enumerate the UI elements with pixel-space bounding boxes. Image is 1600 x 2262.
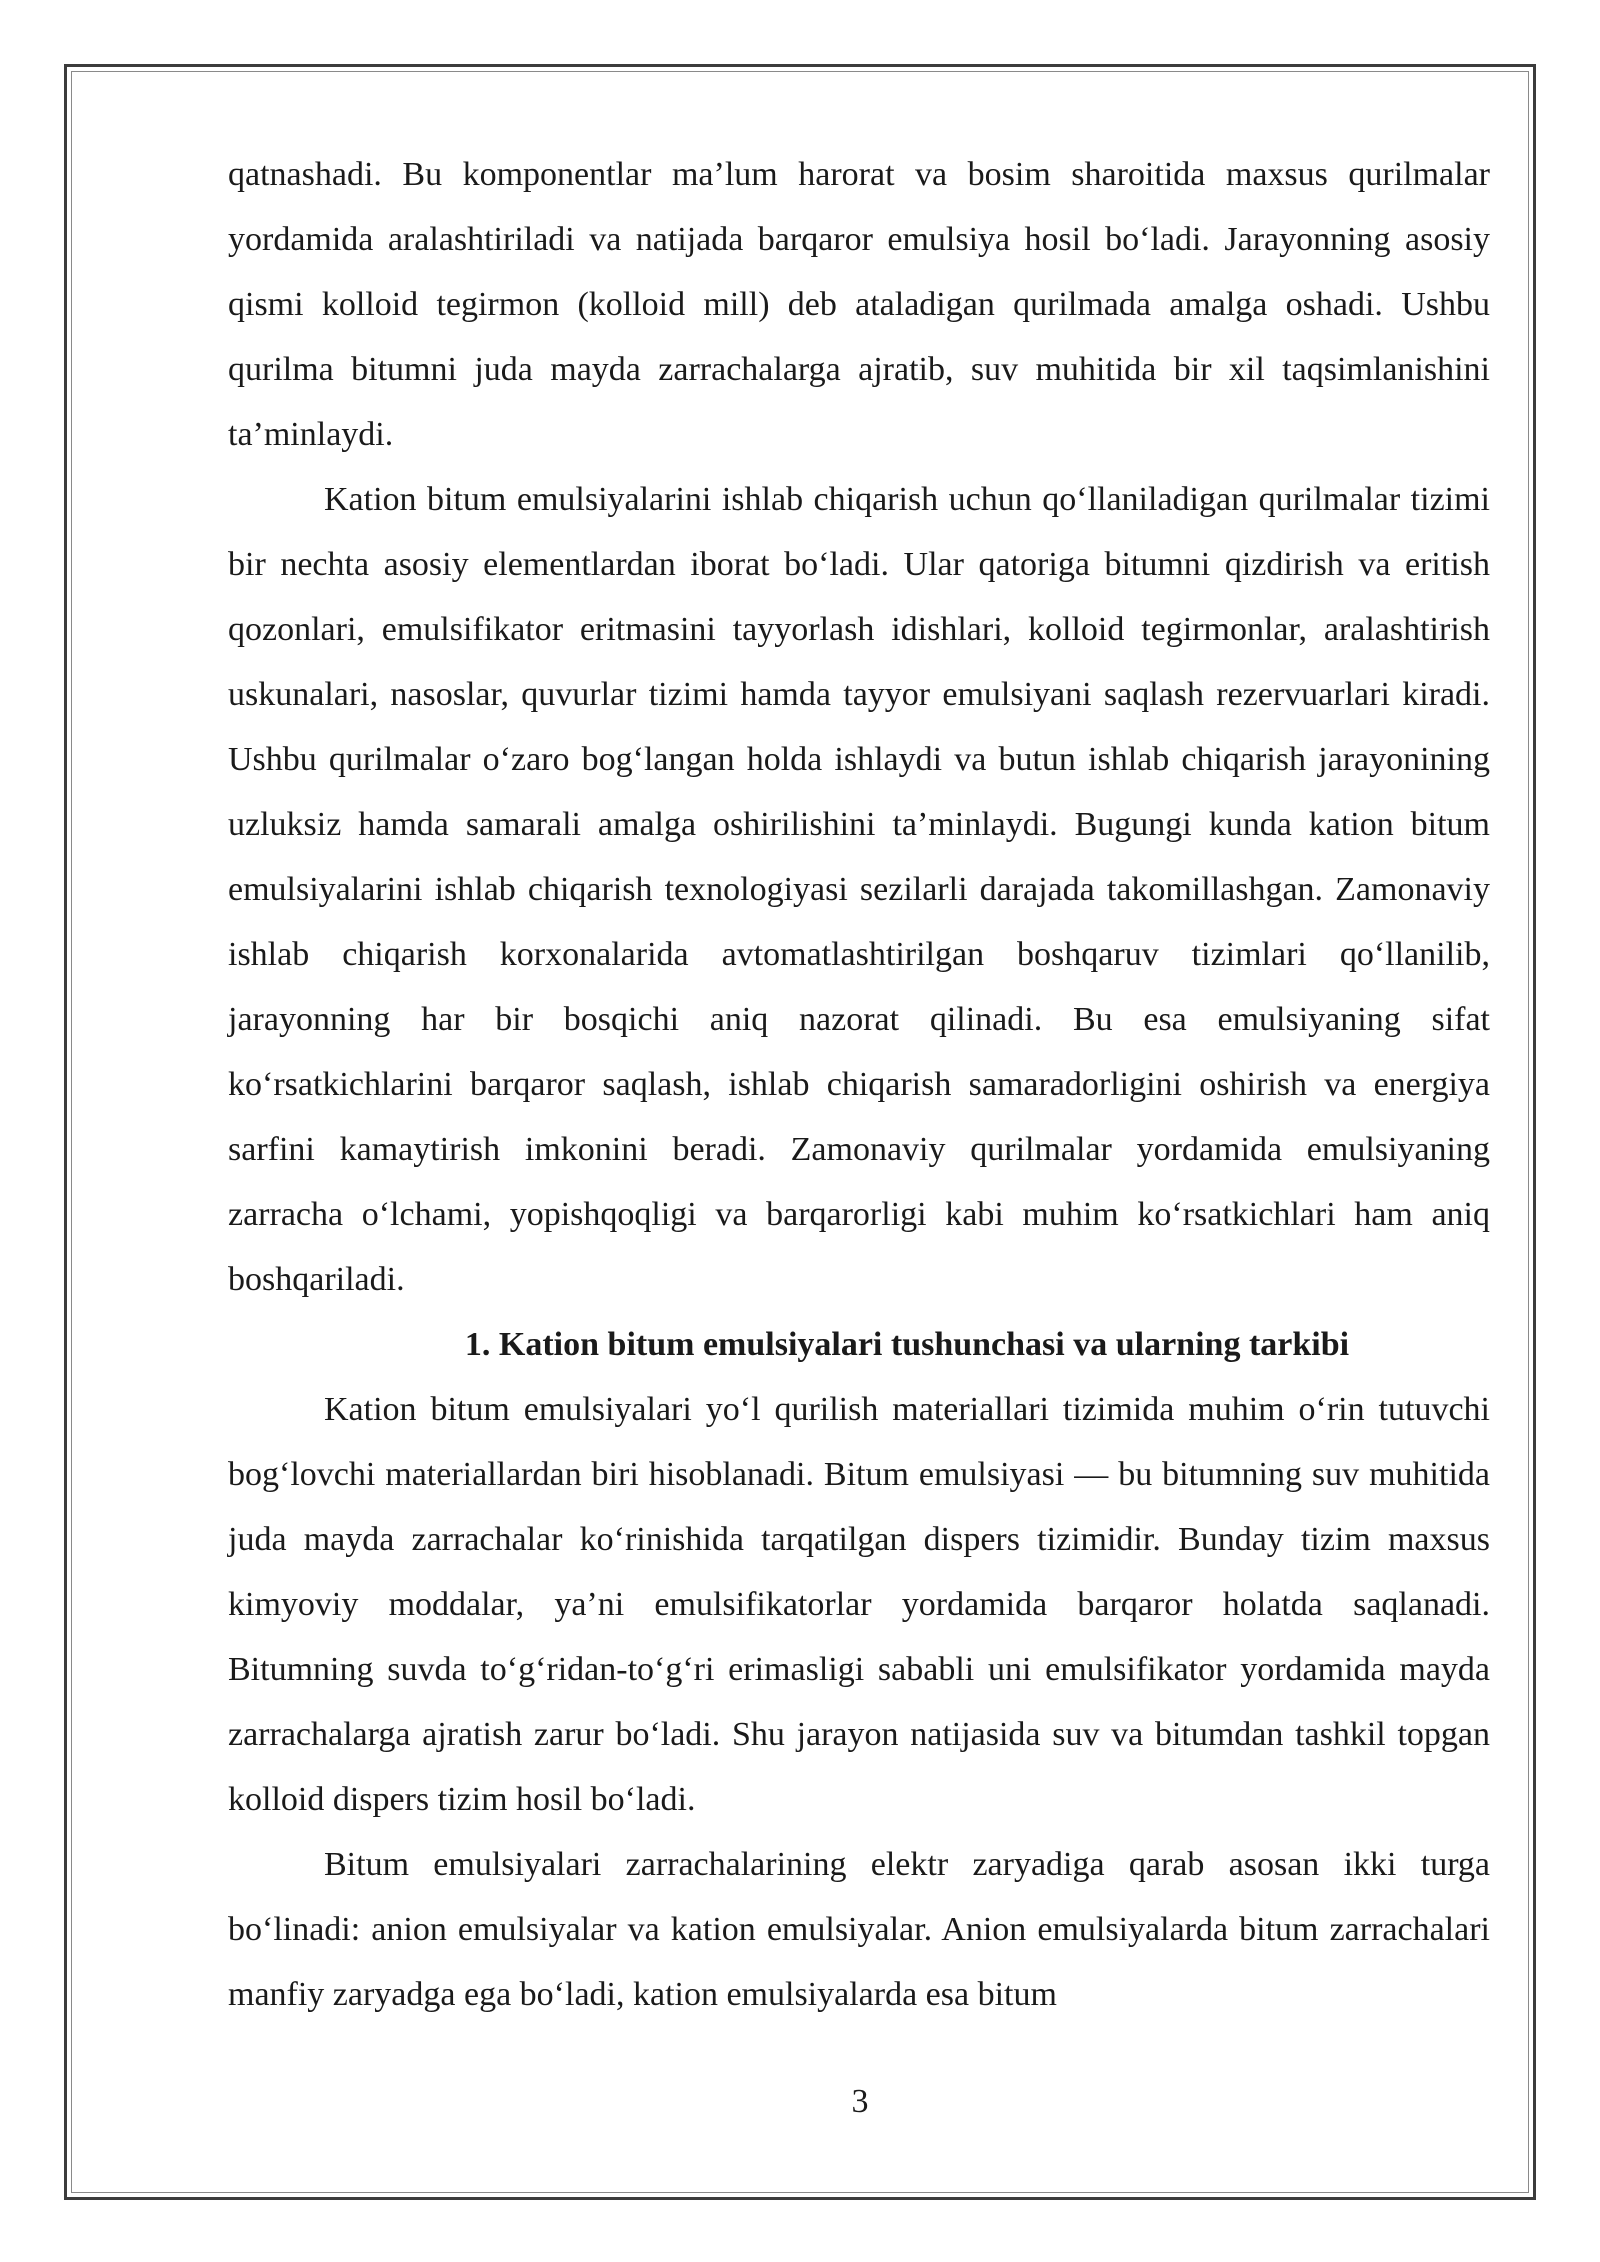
page-number: 3 — [851, 2083, 869, 2120]
paragraph-equipment: Kation bitum emulsiyalarini ishlab chiqarish uchun qo‘llaniladigan qurilmalar tizimi bir nechta asosiy elementlardan iborat bo‘ladi. Ular qatoriga bitumni qizdirish va eritish qozonlari, emulsifikator eritmasini tayyorlash idishlari, kolloid tegirmonlar, aralashtirish uskunalari, nasoslar, quvurlar tizimi hamda tayyor emulsiyani saqlash rezervuarlari kiradi. Ushbu qurilmalar o‘zaro bog‘langan holda ishlaydi va butun ishlab chiqarish jarayonining uzluksiz hamda samarali amalga oshirilishini ta’minlaydi. Bugungi kunda kation bitum emulsiyalarini ishlab chiqarish texnologiyasi sezilarli darajada takomillashgan. Zamonaviy ishlab chiqarish korxonalarida avtomatlashtirilgan boshqaruv tizimlari qo‘llanilib, jarayonning har bir bosqichi aniq nazorat qilinadi. Bu esa emulsiyaning sifat ko‘rsatkichlarini barqaror saqlash, ishlab chiqarish samaradorligini oshirish va energiya sarfini kamaytirish imkonini beradi. Zamonaviy qurilmalar yordamida emulsiyaning zarracha o‘lchami, yopishqoqligi va barqarorligi kabi muhim ko‘rsatkichlari ham aniq boshqariladi. — [228, 481, 1490, 1298]
section-heading: 1. Kation bitum emulsiyalari tushunchasi va ularning tarkibi — [464, 1326, 1350, 1363]
paragraph-continuation: qatnashadi. Bu komponentlar ma’lum harorat va bosim sharoitida maxsus qurilmalar yordamida aralashtiriladi va natijada barqaror emulsiya hosil bo‘ladi. Jarayonning asosiy qismi kolloid tegirmon (kolloid mill) deb ataladigan qurilmada amalga oshadi. Ushbu qurilma bitumni juda mayda zarrachalarga ajratib, suv muhitida bir xil taqsimlanishini ta’minlaydi. — [228, 156, 1490, 453]
paragraph-classification: Bitum emulsiyalari zarrachalarining elektr zaryadiga qarab asosan ikki turga bo‘linadi: anion emulsiyalar va kation emulsiyalar. Anion emulsiyalarda bitum zarrachalari manfiy zaryadga ega bo‘ladi, kation emulsiyalarda esa bitum — [228, 1846, 1490, 2013]
document-body — [228, 142, 1490, 2027]
paragraph-definition: Kation bitum emulsiyalari yo‘l qurilish materiallari tizimida muhim o‘rin tutuvchi bog‘lovchi materiallardan biri hisoblanadi. Bitum emulsiyasi — bu bitumning suv muhitida juda mayda zarrachalar ko‘rinishida tarqatilgan dispers tizimidir. Bunday tizim maxsus kimyoviy moddalar, ya’ni emulsifikatorlar yordamida barqaror holatda saqlanadi. Bitumning suvda to‘g‘ridan-to‘g‘ri erimasligi sababli uni emulsifikator yordamida mayda zarrachalarga ajratish zarur bo‘ladi. Shu jarayon natijasida suv va bitumdan tashkil topgan kolloid dispers tizim hosil bo‘ladi. — [228, 1391, 1490, 1818]
